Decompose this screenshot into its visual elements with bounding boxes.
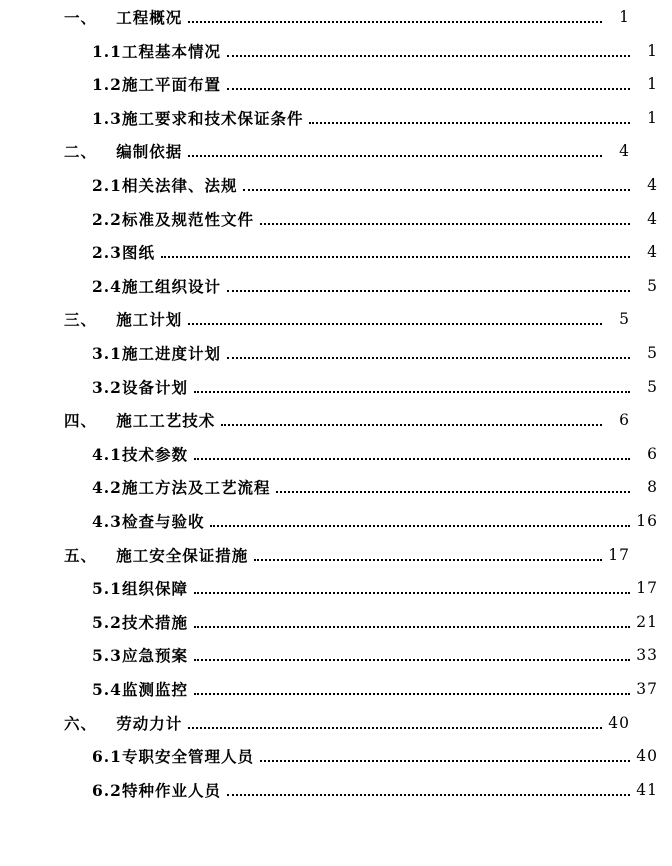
toc-entry-label: [64, 308, 182, 330]
toc-entry-number: 1.2: [92, 75, 122, 95]
toc-entry-number: 4.1: [92, 444, 122, 464]
dot-leader: [194, 624, 630, 628]
toc-entry-page-number: 1: [619, 8, 630, 26]
toc-entry-title: 监测监控: [121, 680, 188, 699]
dot-leader: [276, 489, 630, 493]
toc-entry[interactable]: [0, 504, 672, 538]
toc-entry[interactable]: [0, 34, 672, 68]
dot-leader: [309, 120, 630, 124]
toc-entry[interactable]: [0, 470, 672, 504]
toc-entry-title: 技术措施: [121, 612, 188, 632]
toc-entry[interactable]: [0, 269, 672, 303]
toc-entry-page-number: 33: [636, 646, 658, 665]
toc-entry-page-number: 5: [619, 310, 630, 329]
toc-entry-label: [92, 611, 188, 633]
toc-entry-number: 2.4: [92, 276, 122, 296]
toc-entry-number: 1.3: [92, 108, 122, 128]
toc-entry-label: [64, 544, 248, 566]
toc-entry[interactable]: [0, 0, 672, 34]
toc-entry-number: 5.1: [92, 579, 122, 599]
toc-entry-page-number: 16: [636, 512, 658, 530]
toc-entry-title: 施工方法及工艺流程: [121, 478, 271, 498]
toc-entry-number: 6.2: [92, 780, 122, 800]
toc-entry-page-number: 37: [636, 680, 658, 698]
toc-entry-number: 二、: [64, 142, 98, 162]
dot-leader: [194, 389, 630, 393]
toc-entry-title: 施工要求和技术保证条件: [121, 108, 304, 128]
toc-entry-page-number: 6: [619, 411, 630, 430]
dot-leader: [194, 657, 630, 661]
toc-entry-page-number: 4: [647, 176, 658, 194]
toc-entry-label: [92, 40, 221, 62]
toc-entry-label: [64, 140, 182, 162]
toc-entry-title: 特种作业人员: [121, 780, 221, 800]
toc-entry-page-number: 17: [636, 579, 658, 598]
dot-leader: [210, 523, 630, 527]
toc-entry-page-number: 1: [647, 108, 658, 127]
toc-entry[interactable]: [0, 168, 672, 202]
toc-entry-title: 标准及规范性文件: [121, 209, 254, 229]
toc-entry[interactable]: [0, 336, 672, 370]
toc-entry-number: 五、: [64, 545, 98, 565]
toc-entry-number: 三、: [64, 310, 98, 330]
toc-entry[interactable]: [0, 134, 672, 168]
toc-entry-label: [92, 342, 221, 364]
toc-entry-label: [92, 376, 188, 398]
toc-entry[interactable]: [0, 370, 672, 404]
toc-entry-label: [92, 577, 188, 599]
dot-leader: [221, 422, 602, 426]
toc-entry-label: [92, 275, 221, 297]
toc-entry-title: 相关法律、法规: [121, 176, 238, 195]
dot-leader: [227, 53, 630, 57]
toc-entry[interactable]: [0, 235, 672, 269]
dot-leader: [227, 86, 630, 90]
toc-entry-page-number: 21: [636, 612, 658, 631]
dot-leader: [227, 792, 630, 796]
toc-entry-title: 应急预案: [121, 646, 188, 666]
toc-entry[interactable]: [0, 403, 672, 437]
toc-entry-label: [92, 476, 270, 498]
dot-leader: [227, 355, 630, 359]
toc-entry-label: [92, 208, 254, 230]
dot-leader: [194, 590, 630, 594]
toc-entry-title: 设备计划: [121, 377, 188, 397]
toc-entry[interactable]: [0, 437, 672, 471]
toc-entry-number: 2.2: [92, 209, 122, 229]
toc-entry-label: [92, 174, 237, 196]
toc-entry-label: [92, 73, 221, 95]
toc-entry[interactable]: [0, 67, 672, 101]
dot-leader: [161, 254, 630, 258]
toc-entry-page-number: 5: [647, 377, 658, 396]
toc-entry-number: 5.3: [92, 646, 122, 666]
toc-entry-label: [64, 712, 182, 734]
toc-entry[interactable]: [0, 605, 672, 639]
dot-leader: [194, 691, 630, 695]
toc-entry-page-number: 4: [619, 142, 630, 161]
toc-entry-number: 6.1: [92, 747, 122, 767]
toc-entry-title: 施工工艺技术: [116, 411, 216, 431]
toc-entry-page-number: 6: [647, 444, 658, 463]
toc-entry-page-number: 1: [647, 41, 658, 60]
toc-entry[interactable]: [0, 672, 672, 706]
toc-entry[interactable]: [0, 538, 672, 572]
toc-entry-label: [92, 779, 221, 801]
dot-leader: [243, 187, 630, 191]
toc-entry-number: 3.2: [92, 377, 122, 397]
toc-entry-label: [92, 644, 188, 666]
toc-entry-number: 2.1: [92, 176, 122, 195]
toc-entry-title: 专职安全管理人员: [121, 747, 254, 767]
toc-entry[interactable]: [0, 739, 672, 773]
toc-entry-page-number: 4: [647, 243, 658, 262]
toc-entry-number: 1.1: [92, 41, 122, 61]
dot-leader: [188, 725, 602, 729]
toc-entry-title: 图纸: [121, 243, 155, 263]
toc-entry-page-number: 5: [647, 344, 658, 362]
dot-leader: [260, 758, 630, 762]
toc-entry-title: 施工组织设计: [121, 276, 221, 296]
toc-entry-number: 5.4: [92, 680, 122, 699]
toc-entry-page-number: 40: [608, 713, 630, 732]
toc-entry[interactable]: [0, 101, 672, 135]
toc-entry-page-number: 5: [647, 276, 658, 295]
toc-entry-page-number: 8: [647, 478, 658, 497]
dot-leader: [188, 153, 602, 157]
toc-entry[interactable]: [0, 571, 672, 605]
toc-entry-number: 5.2: [92, 612, 122, 632]
toc-entry-label: [92, 510, 204, 532]
toc-entry-label: [92, 241, 155, 263]
toc-entry-number: 4.3: [92, 512, 122, 531]
dot-leader: [254, 557, 602, 561]
toc-entry-page-number: 4: [647, 209, 658, 228]
toc-entry[interactable]: [0, 202, 672, 236]
toc-entry-title: 施工进度计划: [121, 344, 221, 363]
toc-entry-title: 工程基本情况: [121, 41, 221, 61]
toc-entry-label: [64, 409, 215, 431]
toc-entry-number: 2.3: [92, 243, 122, 263]
toc-entry-label: [92, 745, 254, 767]
toc-entry-page-number: 41: [636, 780, 658, 799]
toc-entry[interactable]: [0, 773, 672, 807]
toc-entry-title: 施工安全保证措施: [116, 545, 249, 565]
toc-entry-number: 四、: [64, 411, 98, 431]
dot-leader: [194, 456, 630, 460]
toc-entry-number: 一、: [64, 8, 98, 27]
toc-entry-page-number: 1: [647, 75, 658, 94]
toc-entry-label: [92, 678, 188, 700]
toc-entry[interactable]: [0, 706, 672, 740]
toc-entry[interactable]: [0, 638, 672, 672]
toc-entry-number: 六、: [64, 713, 98, 733]
toc-entry-title: 施工平面布置: [121, 75, 221, 95]
toc-entry-page-number: 17: [608, 545, 630, 564]
dot-leader: [227, 288, 630, 292]
dot-leader: [188, 19, 602, 23]
toc-entry-title: 检查与验收: [121, 512, 205, 531]
toc-entry-number: 3.1: [92, 344, 122, 363]
dot-leader: [260, 221, 630, 225]
toc-entry-label: [92, 443, 188, 465]
toc-entry-title: 技术参数: [121, 444, 188, 464]
toc-entry-page-number: 40: [636, 747, 658, 766]
toc-entry-title: 组织保障: [121, 579, 188, 599]
toc-entry[interactable]: [0, 302, 672, 336]
toc-entry-title: 劳动力计: [116, 713, 183, 733]
toc-entry-label: [64, 6, 182, 28]
toc-entry-title: 施工计划: [116, 310, 183, 330]
toc-entry-label: [92, 107, 303, 129]
dot-leader: [188, 321, 602, 325]
toc-entry-number: 4.2: [92, 478, 122, 498]
toc-entry-title: 编制依据: [116, 142, 183, 162]
toc-entry-title: 工程概况: [116, 8, 183, 27]
